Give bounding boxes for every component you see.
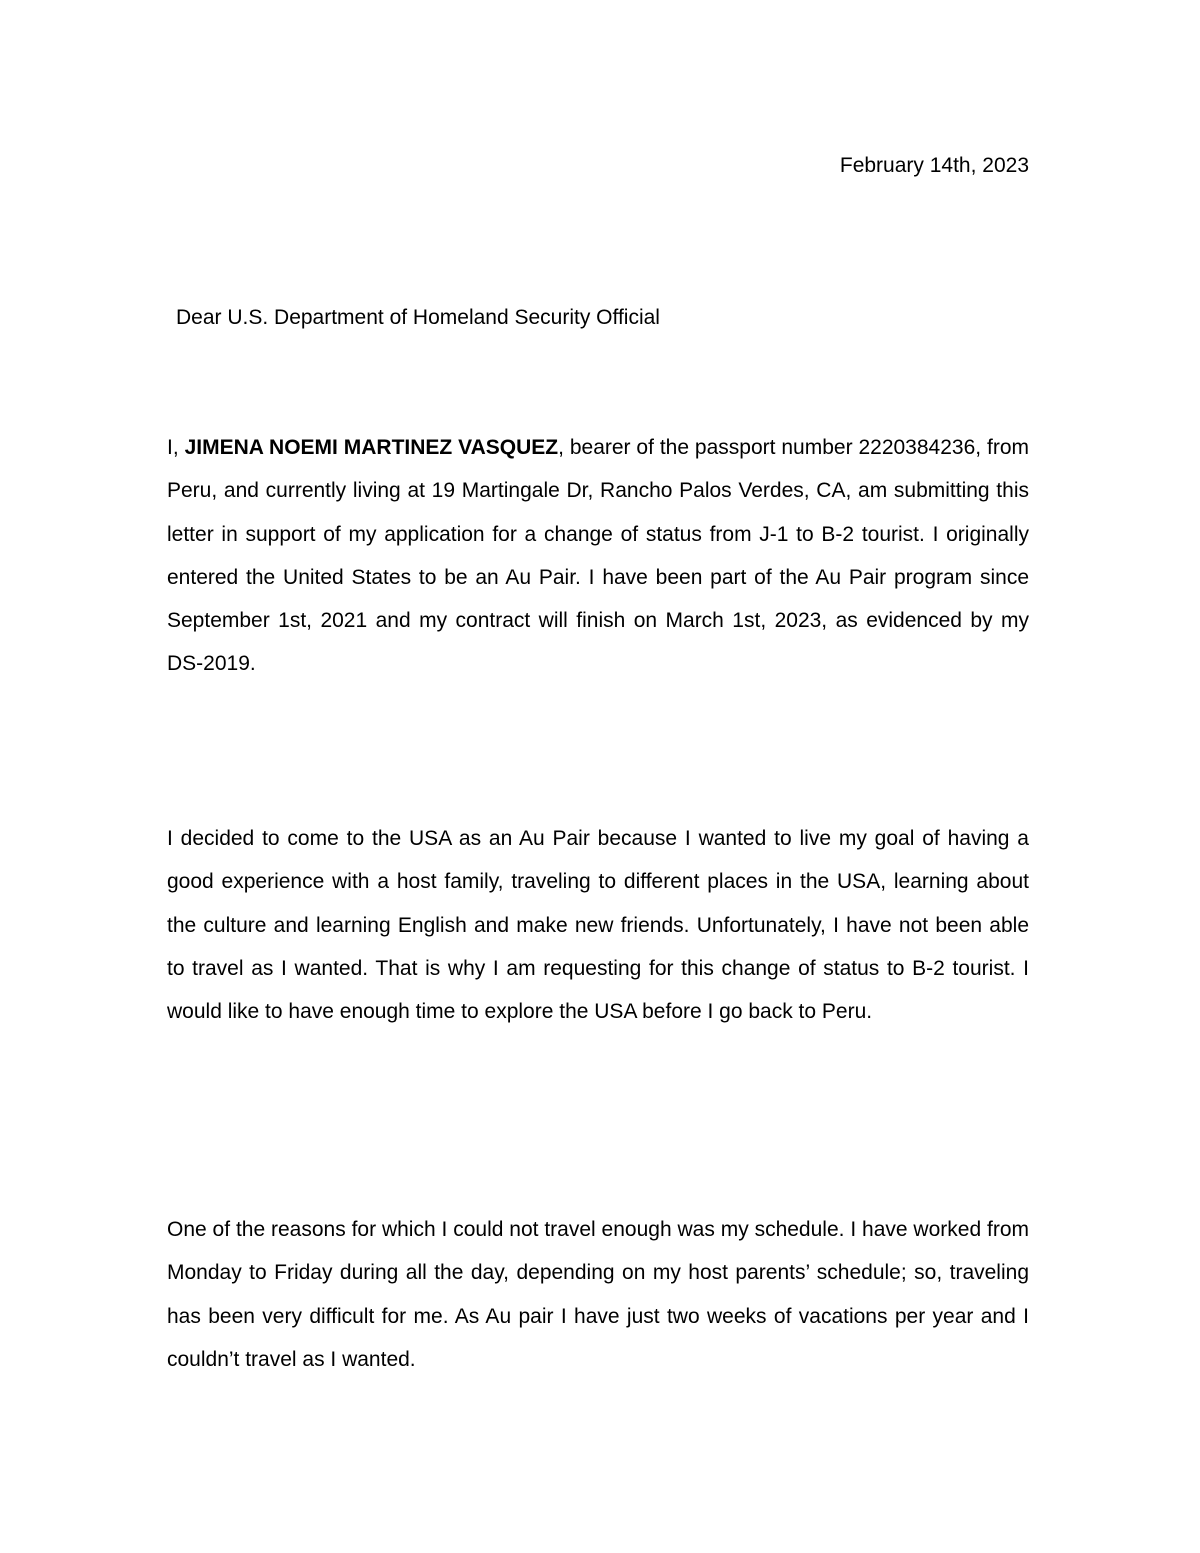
intro-body: , bearer of the passport number 2220384236, from Peru, and currently living at 19 Martingale Dr, Rancho Palos Verdes, CA, am submitting this letter in support of my application for a change of status from J-1 to B-2 tourist. I originally entered the United States to be an Au Pair. I have been part of the Au Pair program since September 1st, 2021 and my contract will finish on March 1st, 2023, as evidenced by my DS-2019. — [167, 436, 1029, 676]
salutation: Dear U.S. Department of Homeland Security Official — [176, 306, 660, 329]
paragraph-introduction — [167, 426, 1029, 686]
paragraph-motivation: I decided to come to the USA as an Au Pair because I wanted to live my goal of having a good experience with a host family, traveling to different places in the USA, learning about the culture and learning English and make new friends. Unfortunately, I have not been able to travel as I wanted. That is why I am requesting for this change of status to B-2 tourist. I would like to have enough time to explore the USA before I go back to Peru. — [167, 827, 1029, 1024]
paragraph-schedule: One of the reasons for which I could not travel enough was my schedule. I have worked from Monday to Friday during all the day, depending on my host parents’ schedule; so, traveling has been very difficult for me. As Au pair I have just two weeks of vacations per year and I couldn’t travel as I wanted. — [167, 1218, 1029, 1371]
letter-date: February 14th, 2023 — [839, 154, 1029, 177]
intro-prefix: I, — [167, 436, 185, 459]
applicant-name: JIMENA NOEMI MARTINEZ VASQUEZ — [184, 436, 559, 459]
